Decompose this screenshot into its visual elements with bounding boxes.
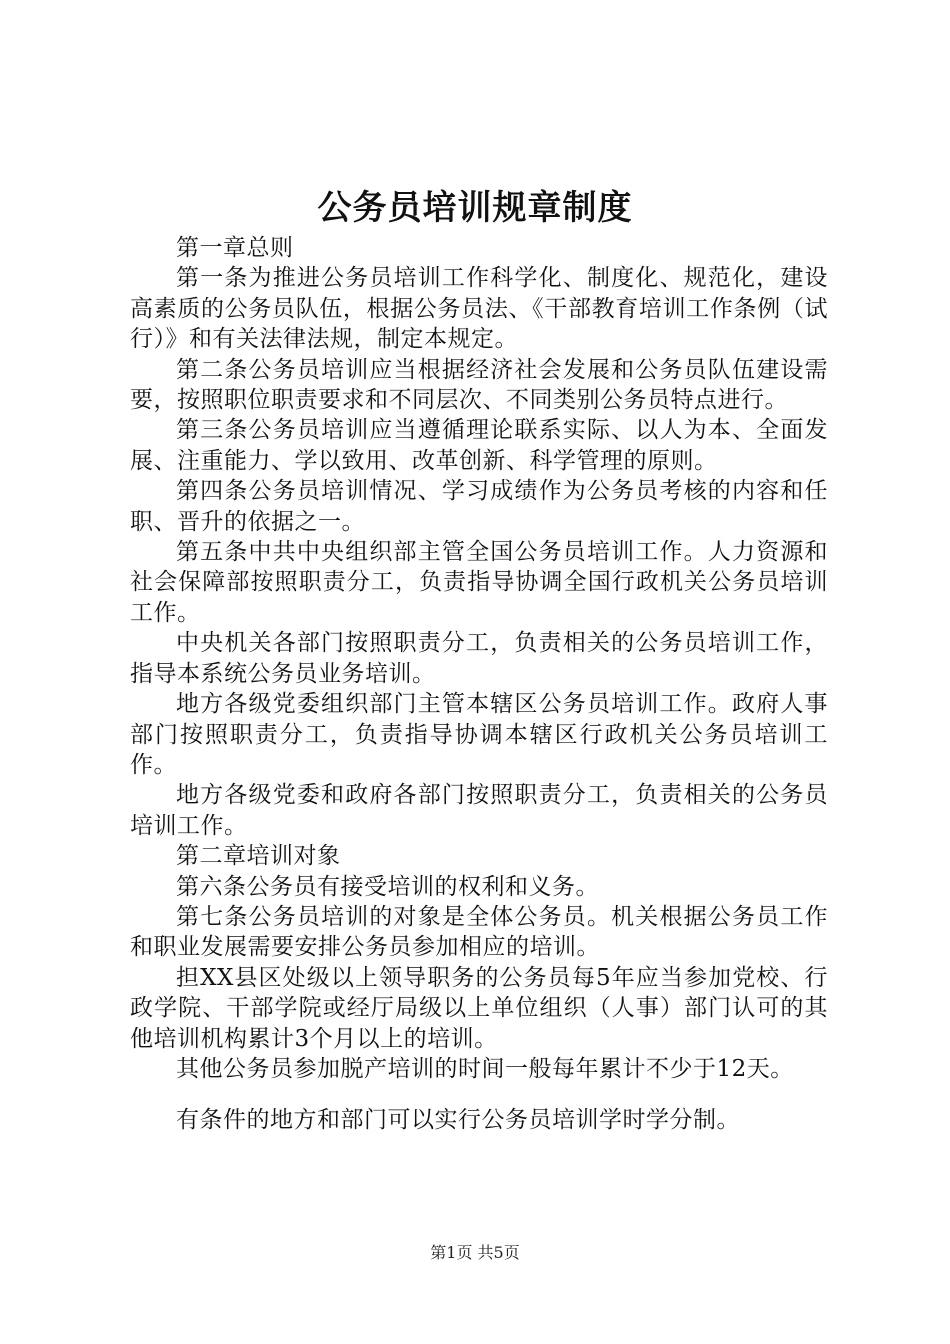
paragraph: 第二条公务员培训应当根据经济社会发展和公务员队伍建设需要，按照职位职责要求和不同层次、不同类别公务员特点进行。 [130,356,828,414]
paragraph: 担XX县区处级以上领导职务的公务员每5年应当参加党校、行政学院、干部学院或经厅局级以上单位组织（人事）部门认可的其他培训机构累计3个月以上的培训。 [130,964,828,1052]
chapter-heading: 第二章培训对象 [176,843,341,870]
paragraph: 其他公务员参加脱产培训的时间一般每年累计不少于12天。 [176,1055,794,1082]
paragraph: 第六条公务员有接受培训的权利和义务。 [176,873,599,900]
document-body [130,233,828,1136]
paragraph: 第七条公务员培训的对象是全体公务员。机关根据公务员工作和职业发展需要安排公务员参加相应的培训。 [130,903,828,961]
document-title: 公务员培训规章制度 [317,188,633,228]
paragraph: 地方各级党委和政府各部门按照职责分工，负责相关的公务员培训工作。 [130,782,828,839]
chapter-heading: 第一章总则 [176,235,294,261]
paragraph: 第五条中共中央组织部主管全国公务员培训工作。人力资源和社会保障部按照职责分工，负责指导协调全国行政机关公务员培训工作。 [130,539,828,626]
paragraph: 第四条公务员培训情况、学习成绩作为公务员考核的内容和任职、晋升的依据之一。 [130,478,828,535]
paragraph: 第三条公务员培训应当遵循理论联系实际、以人为本、全面发展、注重能力、学以致用、改革创新、科学管理的原则。 [130,417,828,474]
paragraph: 中央机关各部门按照职责分工，负责相关的公务员培训工作，指导本系统公务员业务培训。 [130,630,828,687]
paragraph: 第一条为推进公务员培训工作科学化、制度化、规范化，建设高素质的公务员队伍，根据公务员法、《干部教育培训工作条例（试行）》和有关法律法规，制定本规定。 [130,265,828,353]
paragraph: 有条件的地方和部门可以实行公务员培训学时学分制。 [176,1107,740,1134]
paragraph: 地方各级党委组织部门主管本辖区公务员培训工作。政府人事部门按照职责分工，负责指导协调本辖区行政机关公务员培训工作。 [130,691,828,778]
page-footer: 第1页 共5页 [430,1243,520,1262]
